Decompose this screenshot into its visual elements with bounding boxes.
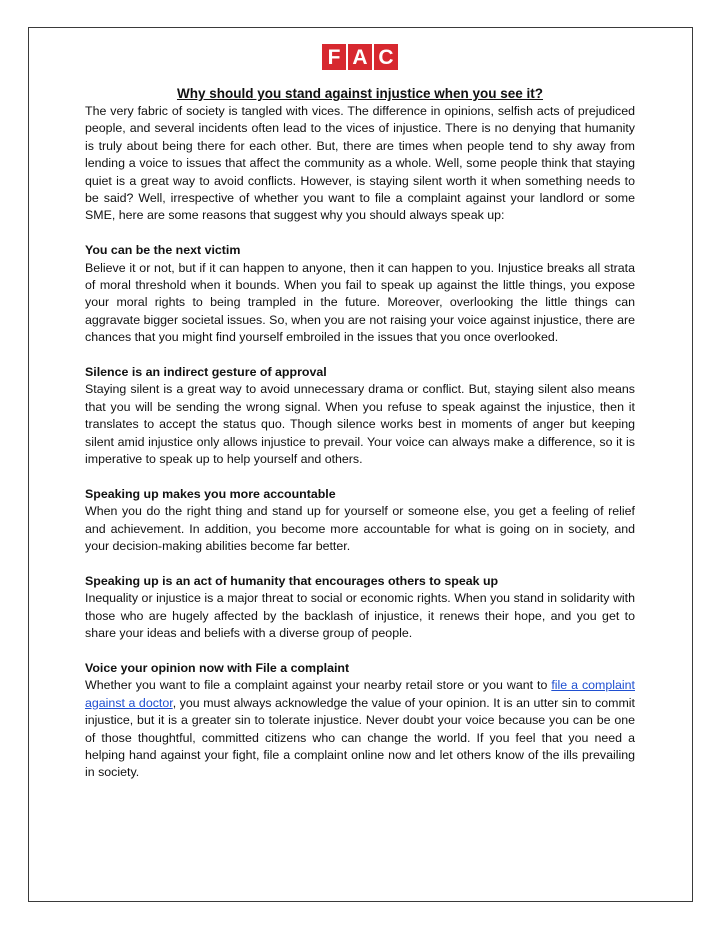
section-body: When you do the right thing and stand up for yourself or someone else, you get a feeling of relief and achievement. In addition, you become more accountable for what is going on in society, and your decision-making abilities become far better. — [85, 504, 635, 554]
section-body: Staying silent is a great way to avoid unnecessary drama or conflict. But, staying silent also means that you will be sending the wrong signal. When you refuse to speak against the injustice, then it translates to accept the status quo. Though silence works best in moments of anger but keeping silent amid injustice only allows injustice to prevail. Your voice can always make a difference, so it is imperative to speak up to help yourself and others. — [85, 382, 635, 467]
logo-letter: A — [348, 44, 372, 70]
logo-letter: C — [374, 44, 398, 70]
text-before-link: Whether you want to file a complaint against your nearby retail store or you want to — [85, 678, 552, 693]
article-title: Why should you stand against injustice when you see it? — [176, 86, 544, 101]
section-heading: Silence is an indirect gesture of approval — [85, 365, 327, 380]
section-body — [85, 677, 635, 781]
section-heading: Speaking up is an act of humanity that encourages others to speak up — [85, 573, 499, 588]
section-heading: Voice your opinion now with File a complaint — [85, 660, 350, 675]
section-heading: You can be the next victim — [85, 243, 241, 258]
section-body: Believe it or not, but if it can happen to anyone, then it can happen to you. Injustice breaks all strata of moral threshold when it bounds. When you fail to speak up against the little things, you expose your moral rights to being trampled in the future. Moreover, overlooking the little things can aggravate bigger societal issues. So, when you are not raising your voice against injustice, there are chances that you might find yourself embroiled in the issues that you once overlooked. — [85, 260, 635, 345]
intro-paragraph: The very fabric of society is tangled with vices. The difference in opinions, selfish acts of prejudiced people, and several incidents often lead to the vices of injustice. There is no denying that humanity is truly about being there for each other. But, there are times when people tend to shy away from lending a voice to issues that affect the community as a whole. Well, some people think that staying quiet is a great way to avoid conflicts. However, is staying silent worth it when something needs to be said? Well, irrespective of whether you want to file a complaint against your landlord or some SME, here are some reasons that suggest why you should always speak up: — [85, 104, 635, 223]
logo-letter: F — [322, 44, 346, 70]
section-heading: Speaking up makes you more accountable — [85, 486, 336, 501]
fac-logo — [322, 44, 398, 70]
article — [85, 85, 635, 782]
complaint-doctor-link[interactable]: file a complaint against a doctor — [85, 678, 635, 710]
section-body: Inequality or injustice is a major threat to social or economic rights. When you stand in solidarity with those who are hugely affected by the backlash of injustice, it renews their hope, and you get to share your ideas and beliefs with a diverse group of people. — [85, 591, 635, 641]
text-after-link: , you must always acknowledge the value of your opinion. It is an utter sin to commit injustice, but it is a greater sin to tolerate injustice. Never doubt your voice because you can be one of those thoughtful, committed citizens who can change the world. If you feel that you need a helping hand against your fight, file a complaint online now and let others know of the ills prevailing in society. — [85, 695, 636, 780]
